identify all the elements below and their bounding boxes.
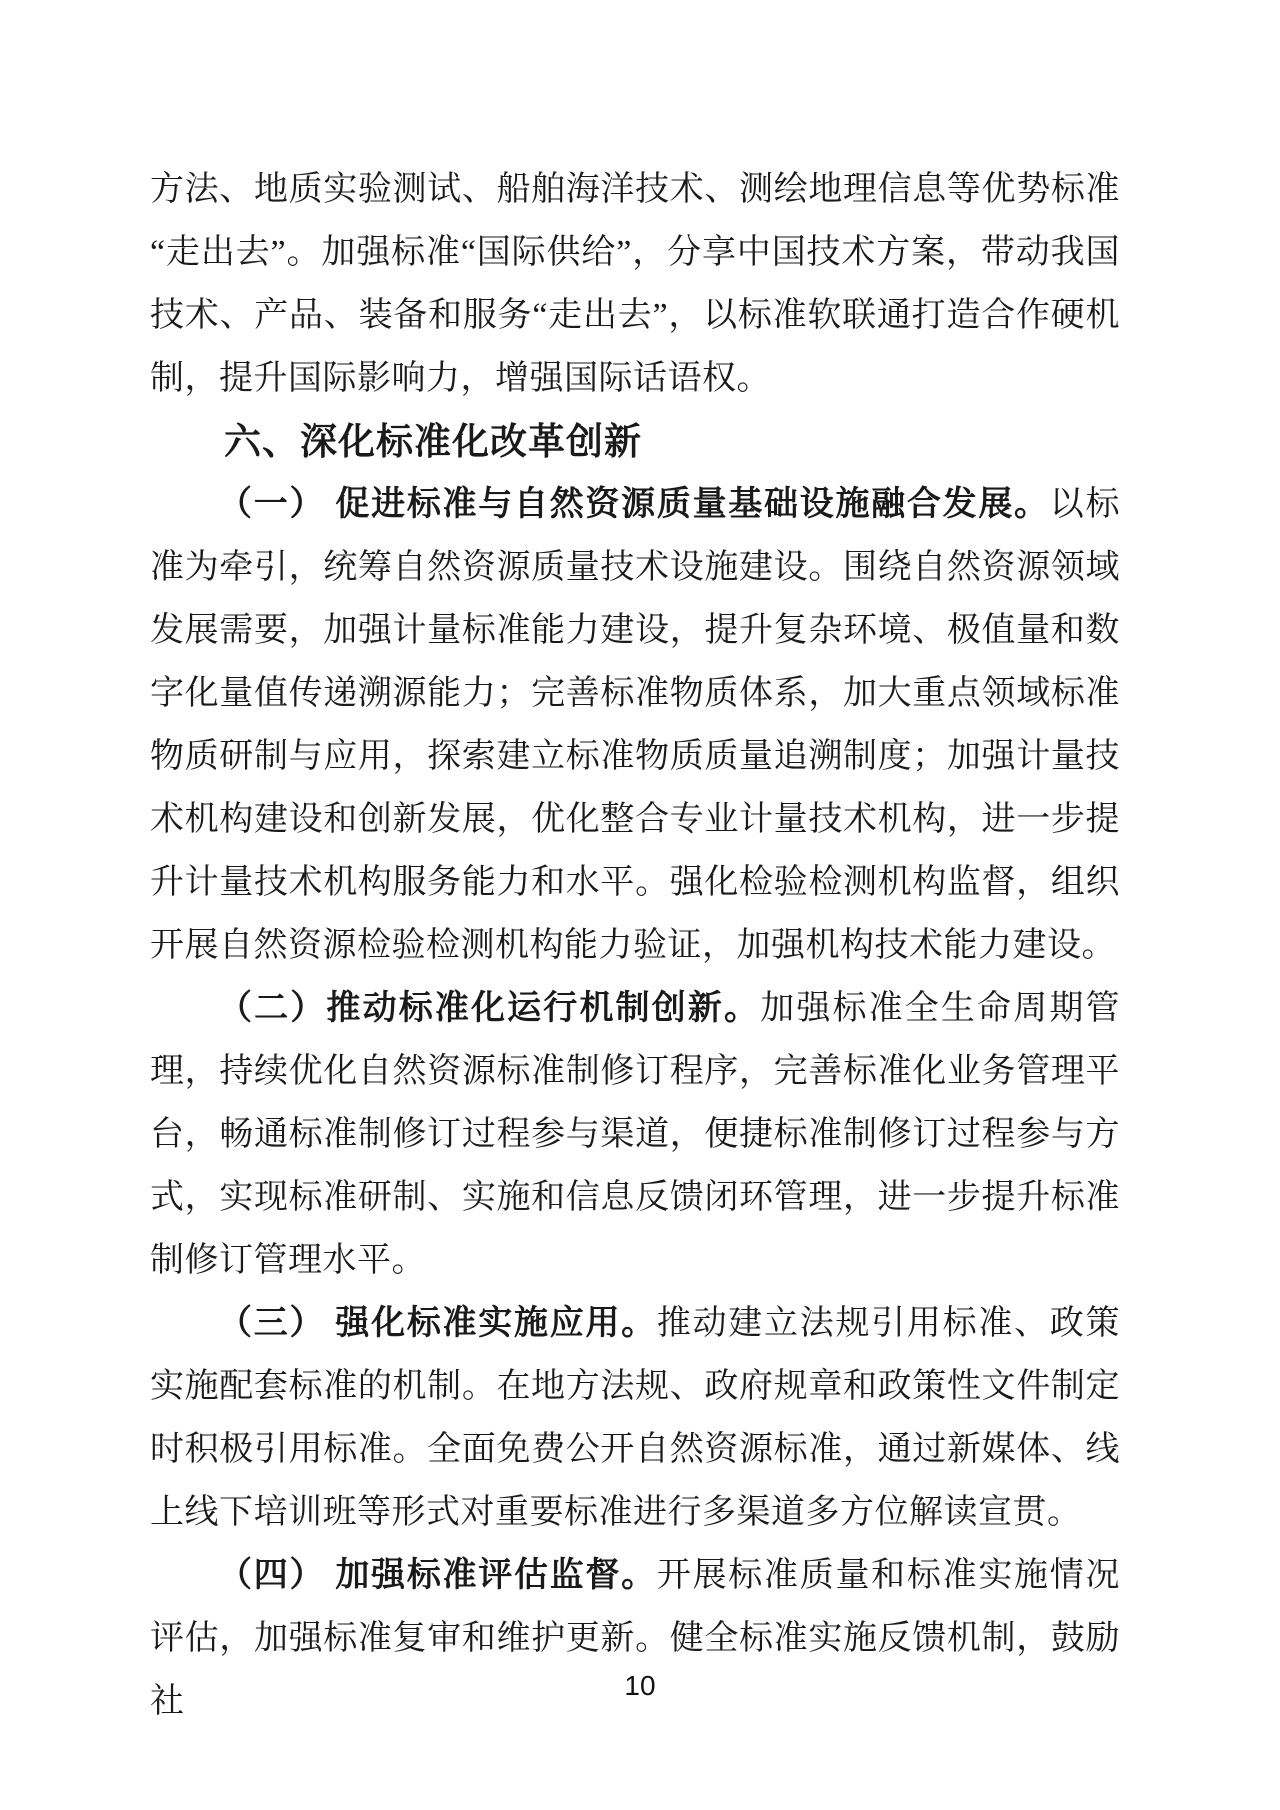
paragraph-intro: 方法、地质实验测试、船舶海洋技术、测绘地理信息等优势标准“走出去”。加强标准“国际供给”，分享中国技术方案，带动我国技术、产品、装备和服务“走出去”，以标准软联通打造合作硬机制，提升国际影响力，增强国际话语权。 bbox=[150, 171, 1120, 397]
paragraph-3-lead: （三） 强化标准实施应用。 bbox=[218, 1305, 657, 1342]
paragraph-1-body: 以标准为牵引，统筹自然资源质量技术设施建设。围绕自然资源领域发展需要，加强计量标准能力建设，提升复杂环境、极值量和数字化量值传递溯源能力；完善标准物质体系，加大重点领域标准物质研制与应用，探索建立标准物质质量追溯制度；加强计量技术机构建设和创新发展，优化整合专业计量技术机构，进一步提升计量技术机构服务能力和水平。强化检验检测机构监督，组织开展自然资源检验检测机构能力验证，加强机构技术能力建设。 bbox=[150, 486, 1121, 964]
paragraph-2-lead: （二）推动标准化运行机制创新。 bbox=[218, 990, 761, 1027]
paragraph-2 bbox=[150, 977, 1120, 1292]
paragraph-4-body: 开展标准质量和标准实施情况评估，加强标准复审和维护更新。健全标准实施反馈机制，鼓励社 bbox=[150, 1557, 1120, 1720]
paragraph-1 bbox=[150, 473, 1120, 977]
page-content bbox=[150, 158, 1120, 1733]
paragraph-3 bbox=[150, 1292, 1120, 1544]
paragraph-3-body: 推动建立法规引用标准、政策实施配套标准的机制。在地方法规、政府规章和政策性文件制定时积极引用标准。全面免费公开自然资源标准，通过新媒体、线上线下培训班等形式对重要标准进行多渠道多方位解读宣贯。 bbox=[150, 1305, 1120, 1531]
paragraph-4 bbox=[150, 1544, 1120, 1733]
page-number: 10 bbox=[624, 1670, 656, 1701]
paragraph-1-lead: （一） 促进标准与自然资源质量基础设施融合发展。 bbox=[218, 486, 1050, 523]
paragraph-2-body: 加强标准全生命周期管理，持续优化自然资源标准制修订程序，完善标准化业务管理平台，畅通标准制修订过程参与渠道，便捷标准制修订过程参与方式，实现标准研制、实施和信息反馈闭环管理，进一步提升标准制修订管理水平。 bbox=[150, 990, 1120, 1279]
paragraph-4-lead: （四） 加强标准评估监督。 bbox=[218, 1557, 657, 1594]
section-heading: 六、深化标准化改革创新 bbox=[224, 421, 642, 462]
